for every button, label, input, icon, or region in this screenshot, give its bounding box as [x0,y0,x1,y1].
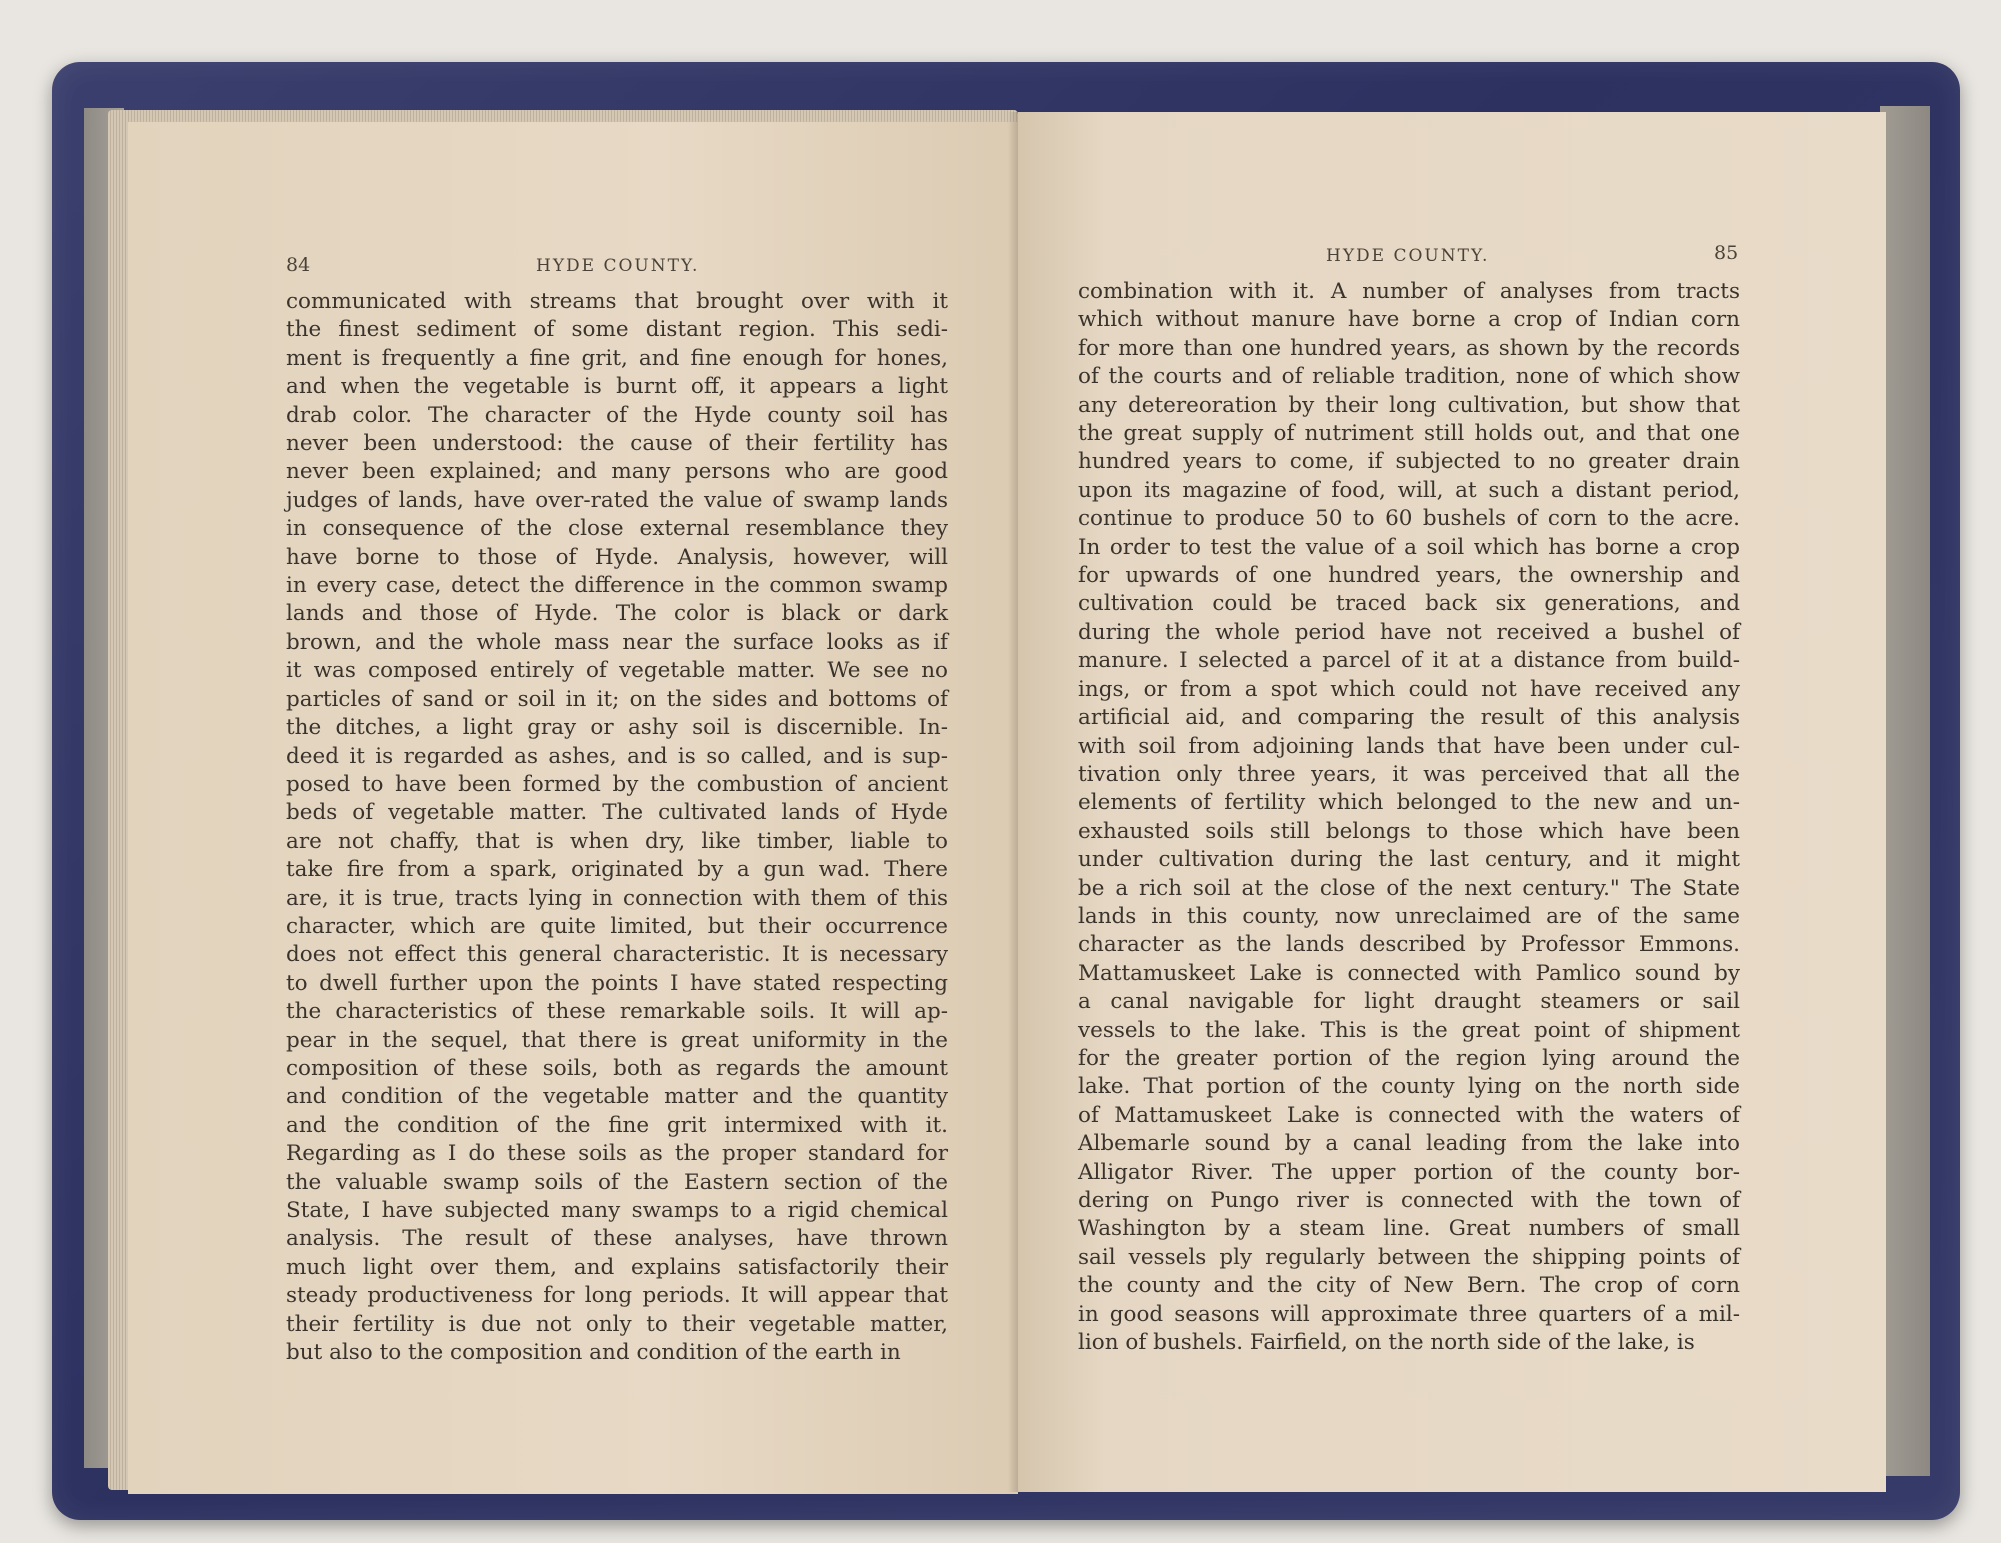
text-line: artificial aid, and comparing the result of this analysis [1078,705,1740,731]
text-line: lands and those of Hyde. The color is black or dark [286,601,948,627]
text-line: but also to the composition and condition of the earth in [286,1340,901,1366]
text-line: are not chaffy, that is when dry, like timber, liable to [286,828,948,854]
text-line: a canal navigable for light draught steamers or sail [1078,989,1740,1015]
text-line: lake. That portion of the county lying on the north side [1078,1074,1740,1100]
text-line: the valuable swamp soils of the Eastern section of the [286,1169,948,1195]
text-line: with soil from adjoining lands that have been under cul- [1078,733,1740,759]
text-line: under cultivation during the last century, and it might [1078,847,1740,873]
text-line: State, I have subjected many swamps to a rigid chemical [286,1198,948,1223]
text-line: the ditches, a light gray or ashy soil is discernible. In- [286,715,948,741]
text-line: manure. I selected a parcel of it at a distance from build- [1078,648,1740,674]
right-page-text [1078,278,1740,1357]
text-line: deed it is regarded as ashes, and is so called, and is sup- [286,743,948,769]
text-line: the county and the city of New Bern. The crop of corn [1078,1273,1740,1299]
text-line: in good seasons will approximate three quarters of a mil- [1078,1301,1740,1327]
text-line: drab color. The character of the Hyde county soil has [286,402,948,428]
page-number: 85 [1714,242,1739,264]
text-line: of the courts and of reliable tradition, none of which show [1078,364,1740,390]
text-line: character, which are quite limited, but their occurrence [286,913,948,939]
text-line: communicated with streams that brought over with it [286,289,948,314]
text-line: and when the vegetable is burnt off, it appears a light [286,374,948,400]
text-line: are, it is true, tracts lying in connection with them of this [286,885,948,911]
text-line: tivation only three years, it was perceived that all the [1078,761,1740,787]
page-number: 84 [286,254,311,276]
text-line: much light over them, and explains satisfactorily their [286,1254,948,1280]
text-line: Regarding as I do these soils as the proper standard for [286,1141,948,1167]
text-line: ings, or from a spot which could not have received any [1078,676,1740,702]
text-line: their fertility is due not only to their vegetable matter, [286,1311,948,1337]
text-line: lion of bushels. Fairfield, on the north side of the lake, is [1078,1330,1695,1356]
text-line: analysis. The result of these analyses, have thrown [286,1226,948,1252]
text-line: be a rich soil at the close of the next century." The State [1078,875,1740,901]
text-line: Albemarle sound by a canal leading from the lake into [1078,1131,1740,1157]
text-line: beds of vegetable matter. The cultivated lands of Hyde [286,800,948,826]
text-line: and condition of the vegetable matter and the quantity [286,1084,948,1110]
text-line: Washington by a steam line. Great numbers of small [1078,1216,1740,1242]
text-line: for more than one hundred years, as shown by the records [1078,335,1740,361]
text-line: hundred years to come, if subjected to no greater drain [1078,449,1740,475]
text-line: have borne to those of Hyde. Analysis, however, will [286,544,948,570]
text-line: never been understood: the cause of their fertility has [286,431,948,457]
text-line: and the condition of the fine grit intermixed with it. [286,1112,948,1138]
text-line: during the whole period have not received a bushel of [1078,619,1740,645]
left-page [128,122,1018,1494]
text-line: ment is frequently a fine grit, and fine enough for hones, [286,345,948,371]
text-line: to dwell further upon the points I have stated respecting [286,970,948,996]
text-line: Alligator River. The upper portion of the county bor- [1078,1159,1740,1185]
running-head: HYDE COUNTY. [536,256,700,276]
text-line: vessels to the lake. This is the great point of shipment [1078,1017,1740,1043]
text-line: sail vessels ply regularly between the shipping points of [1078,1244,1740,1270]
text-line: posed to have been formed by the combustion of ancient [286,771,948,797]
text-line: which without manure have borne a crop of Indian corn [1078,307,1740,333]
text-line: any detereoration by their long cultivation, but show that [1078,392,1740,418]
text-line: judges of lands, have over-rated the value of swamp lands [286,487,948,513]
text-line: particles of sand or soil in it; on the sides and bottoms of [286,686,948,712]
text-line: combination with it. A number of analyses from tracts [1078,279,1740,304]
left-page-text [286,288,948,1367]
text-line: character as the lands described by Professor Emmons. [1078,932,1740,958]
text-line: it was composed entirely of vegetable matter. We see no [286,658,948,684]
text-line: continue to produce 50 to 60 bushels of corn to the acre. [1078,506,1740,532]
text-line: upon its magazine of food, will, at such a distant period, [1078,477,1740,503]
text-line: composition of these soils, both as regards the amount [286,1055,948,1081]
text-line: dering on Pungo river is connected with the town of [1078,1188,1740,1213]
text-line: for the greater portion of the region lying around the [1078,1045,1740,1071]
text-line: take fire from a spark, originated by a gun wad. There [286,857,948,883]
text-line: does not effect this general characteristic. It is necessary [286,942,948,968]
text-line: elements of fertility which belonged to the new and un- [1078,790,1740,816]
right-endpaper [1880,106,1930,1476]
text-line: the great supply of nutriment still holds out, and that one [1078,421,1740,447]
text-line: in consequence of the close external resemblance they [286,516,948,542]
text-line: in every case, detect the difference in the common swamp [286,573,948,599]
text-line: cultivation could be traced back six generations, and [1078,591,1740,617]
text-line: Mattamuskeet Lake is connected with Pamlico sound by [1078,960,1740,986]
text-line: of Mattamuskeet Lake is connected with the waters of [1078,1102,1740,1128]
text-line: steady productiveness for long periods. It will appear that [286,1283,948,1309]
text-line: lands in this county, now unreclaimed are of the same [1078,903,1740,929]
text-line: the finest sediment of some distant region. This sedi- [286,317,948,343]
text-line: exhausted soils still belongs to those which have been [1078,818,1740,844]
text-line: for upwards of one hundred years, the ownership and [1078,563,1740,589]
text-line: pear in the sequel, that there is great uniformity in the [286,1027,948,1053]
text-line: In order to test the value of a soil which has borne a crop [1078,534,1740,560]
running-head: HYDE COUNTY. [1326,246,1490,266]
text-line: never been explained; and many persons who are good [286,459,948,485]
text-line: brown, and the whole mass near the surface looks as if [286,629,948,655]
text-line: the characteristics of these remarkable soils. It will ap- [286,999,948,1025]
right-page [1018,112,1886,1492]
